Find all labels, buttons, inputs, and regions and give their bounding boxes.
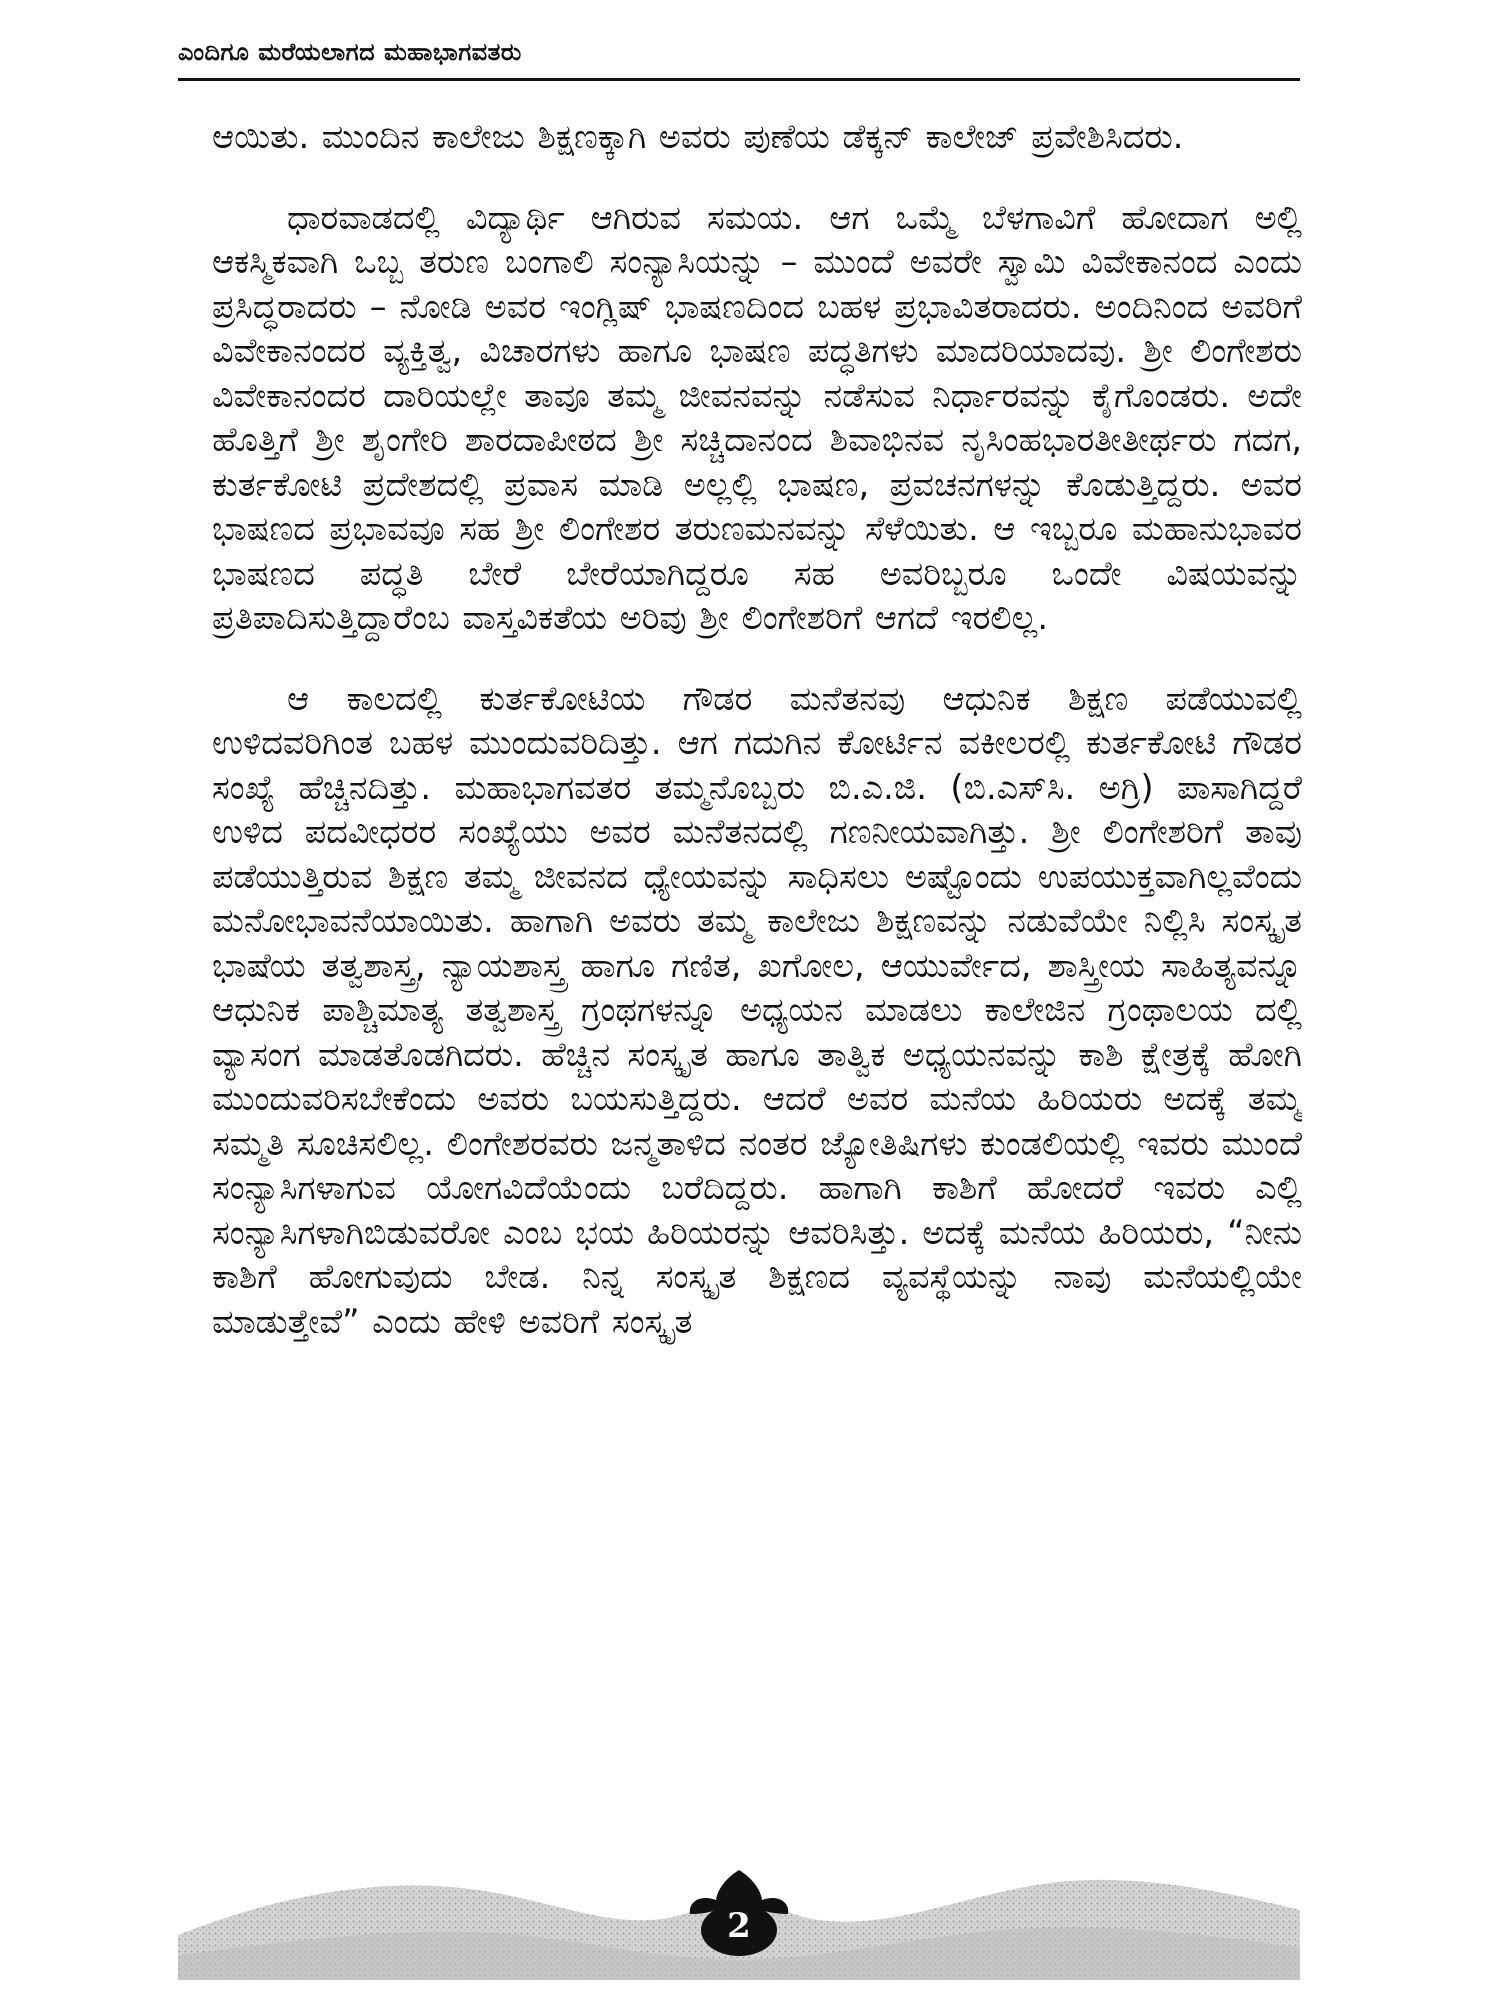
page-body [212, 115, 1302, 1815]
page-footer [178, 1830, 1300, 1980]
paragraph-kurtakoti-family: ಆ ಕಾಲದಲ್ಲಿ ಕುರ್ತಕೋಟಿಯ ಗೌಡರ ಮನೆತನವು ಆಧುನಿಕ ಶಿಕ್ಷಣ ಪಡೆಯುವಲ್ಲಿ ಉಳಿದವರಿಗಿಂತ ಬಹಳ ಮುಂದುವರಿದಿತ್ತು. ಆಗ ಗದುಗಿನ ಕೋರ್ಟಿನ ವಕೀಲರಲ್ಲಿ ಕುರ್ತಕೋಟಿ ಗೌಡರ ಸಂಖ್ಯೆ ಹೆಚ್ಚಿನದಿತ್ತು. ಮಹಾಭಾಗವತರ ತಮ್ಮನೊಬ್ಬರು ಬಿ.ಎ.ಜಿ. (ಬಿ.ಎಸ್‌ಸಿ. ಅಗ್ರಿ) ಪಾಸಾಗಿದ್ದರೆ ಉಳಿದ ಪದವೀಧರರ ಸಂಖ್ಯೆಯು ಅವರ ಮನೆತನದಲ್ಲಿ ಗಣನೀಯವಾಗಿತ್ತು. ಶ್ರೀ ಲಿಂಗೇಶರಿಗೆ ತಾವು ಪಡೆಯುತ್ತಿರುವ ಶಿಕ್ಷಣ ತಮ್ಮ ಜೀವನದ ಧ್ಯೇಯವನ್ನು ಸಾಧಿಸಲು ಅಷ್ಟೊಂದು ಉಪಯುಕ್ತವಾಗಿಲ್ಲವೆಂದು ಮನೋಭಾವನೆಯಾಯಿತು. ಹಾಗಾಗಿ ಅವರು ತಮ್ಮ ಕಾಲೇಜು ಶಿಕ್ಷಣವನ್ನು ನಡುವೆಯೇ ನಿಲ್ಲಿಸಿ ಸಂಸ್ಕೃತ ಭಾಷೆಯ ತತ್ವಶಾಸ್ತ್ರ, ನ್ಯಾಯಶಾಸ್ತ್ರ ಹಾಗೂ ಗಣಿತ, ಖಗೋಲ, ಆಯುರ್ವೇದ, ಶಾಸ್ತ್ರೀಯ ಸಾಹಿತ್ಯವನ್ನೂ ಆಧುನಿಕ ಪಾಶ್ಚಿಮಾತ್ಯ ತತ್ವಶಾಸ್ತ್ರ ಗ್ರಂಥಗಳನ್ನೂ ಅಧ್ಯಯನ ಮಾಡಲು ಕಾಲೇಜಿನ ಗ್ರಂಥಾಲಯ ದಲ್ಲಿ ವ್ಯಾಸಂಗ ಮಾಡತೊಡಗಿದರು. ಹೆಚ್ಚಿನ ಸಂಸ್ಕೃತ ಹಾಗೂ ತಾತ್ವಿಕ ಅಧ್ಯಯನವನ್ನು ಕಾಶಿ ಕ್ಷೇತ್ರಕ್ಕೆ ಹೋಗಿ ಮುಂದುವರಿಸಬೇಕೆಂದು ಅವರು ಬಯಸುತ್ತಿದ್ದರು. ಆದರೆ ಅವರ ಮನೆಯ ಹಿರಿಯರು ಅದಕ್ಕೆ ತಮ್ಮ ಸಮ್ಮತಿ ಸೂಚಿಸಲಿಲ್ಲ. ಲಿಂಗೇಶರವರು ಜನ್ಮತಾಳಿದ ನಂತರ ಜ್ಯೋತಿಷಿಗಳು ಕುಂಡಲಿಯಲ್ಲಿ ಇವರು ಮುಂದೆ ಸಂನ್ಯಾಸಿಗಳಾಗುವ ಯೋಗವಿದೆಯೆಂದು ಬರೆದಿದ್ದರು. ಹಾಗಾಗಿ ಕಾಶಿಗೆ ಹೋದರೆ ಇವರು ಎಲ್ಲಿ ಸಂನ್ಯಾಸಿಗಳಾಗಿಬಿಡುವರೋ ಎಂಬ ಭಯ ಹಿರಿಯರನ್ನು ಆವರಿಸಿತ್ತು. ಅದಕ್ಕೆ ಮನೆಯ ಹಿರಿಯರು, “ನೀನು ಕಾಶಿಗೆ ಹೋಗುವುದು ಬೇಡ. ನಿನ್ನ ಸಂಸ್ಕೃತ ಶಿಕ್ಷಣದ ವ್ಯವಸ್ಥೆಯನ್ನು ನಾವು ಮನೆಯಲ್ಲಿಯೇ ಮಾಡುತ್ತೇವೆ” ಎಂದು ಹೇಳಿ ಅವರಿಗೆ ಸಂಸ್ಕೃತ [212, 678, 1302, 1341]
running-title: ಎಂದಿಗೂ ಮರೆಯಲಾಗದ ಮಹಾಭಾಗವತರು [178, 38, 522, 66]
paragraph-continuation: ಆಯಿತು. ಮುಂದಿನ ಕಾಲೇಜು ಶಿಕ್ಷಣಕ್ಕಾಗಿ ಅವರು ಪುಣೆಯ ಡೆಕ್ಕನ್ ಕಾಲೇಜ್ ಪ್ರವೇಶಿಸಿದರು. [212, 117, 1184, 156]
page-number: 2 [727, 1906, 751, 1946]
paragraph-vivekananda: ಧಾರವಾಡದಲ್ಲಿ ವಿದ್ಯಾರ್ಥಿ ಆಗಿರುವ ಸಮಯ. ಆಗ ಒಮ್ಮೆ ಬೆಳಗಾವಿಗೆ ಹೋದಾಗ ಅಲ್ಲಿ ಆಕಸ್ಮಿಕವಾಗಿ ಒಬ್ಬ ತರುಣ ಬಂಗಾಲಿ ಸಂನ್ಯಾಸಿಯನ್ನು – ಮುಂದೆ ಅವರೇ ಸ್ವಾಮಿ ವಿವೇಕಾನಂದ ಎಂದು ಪ್ರಸಿದ್ಧರಾದರು – ನೋಡಿ ಅವರ ಇಂಗ್ಲಿಷ್ ಭಾಷಣದಿಂದ ಬಹಳ ಪ್ರಭಾವಿತರಾದರು. ಅಂದಿನಿಂದ ಅವರಿಗೆ ವಿವೇಕಾನಂದರ ವ್ಯಕ್ತಿತ್ವ, ವಿಚಾರಗಳು ಹಾಗೂ ಭಾಷಣ ಪದ್ಧತಿಗಳು ಮಾದರಿಯಾದವು. ಶ್ರೀ ಲಿಂಗೇಶರು ವಿವೇಕಾನಂದರ ದಾರಿಯಲ್ಲೇ ತಾವೂ ತಮ್ಮ ಜೀವನವನ್ನು ನಡೆಸುವ ನಿರ್ಧಾರವನ್ನು ಕೈಗೊಂಡರು. ಅದೇ ಹೊತ್ತಿಗೆ ಶ್ರೀ ಶೃಂಗೇರಿ ಶಾರದಾಪೀಠದ ಶ್ರೀ ಸಚ್ಚಿದಾನಂದ ಶಿವಾಭಿನವ ನೃಸಿಂಹಭಾರತೀತೀರ್ಥರು ಗದಗ, ಕುರ್ತಕೋಟಿ ಪ್ರದೇಶದಲ್ಲಿ ಪ್ರವಾಸ ಮಾಡಿ ಅಲ್ಲಲ್ಲಿ ಭಾಷಣ, ಪ್ರವಚನಗಳನ್ನು ಕೊಡುತ್ತಿದ್ದರು. ಅವರ ಭಾಷಣದ ಪ್ರಭಾವವೂ ಸಹ ಶ್ರೀ ಲಿಂಗೇಶರ ತರುಣಮನವನ್ನು ಸೆಳೆಯಿತು. ಆ ಇಬ್ಬರೂ ಮಹಾನುಭಾವರ ಭಾಷಣದ ಪದ್ಧತಿ ಬೇರೆ ಬೇರೆಯಾಗಿದ್ದರೂ ಸಹ ಅವರಿಬ್ಬರೂ ಒಂದೇ ವಿಷಯವನ್ನು ಪ್ರತಿಪಾದಿಸುತ್ತಿದ್ದಾರೆಂಬ ವಾಸ್ತವಿಕತೆಯ ಅರಿವು ಶ್ರೀ ಲಿಂಗೇಶರಿಗೆ ಆಗದೆ ಇರಲಿಲ್ಲ. [212, 197, 1302, 637]
page-header [178, 36, 1300, 81]
